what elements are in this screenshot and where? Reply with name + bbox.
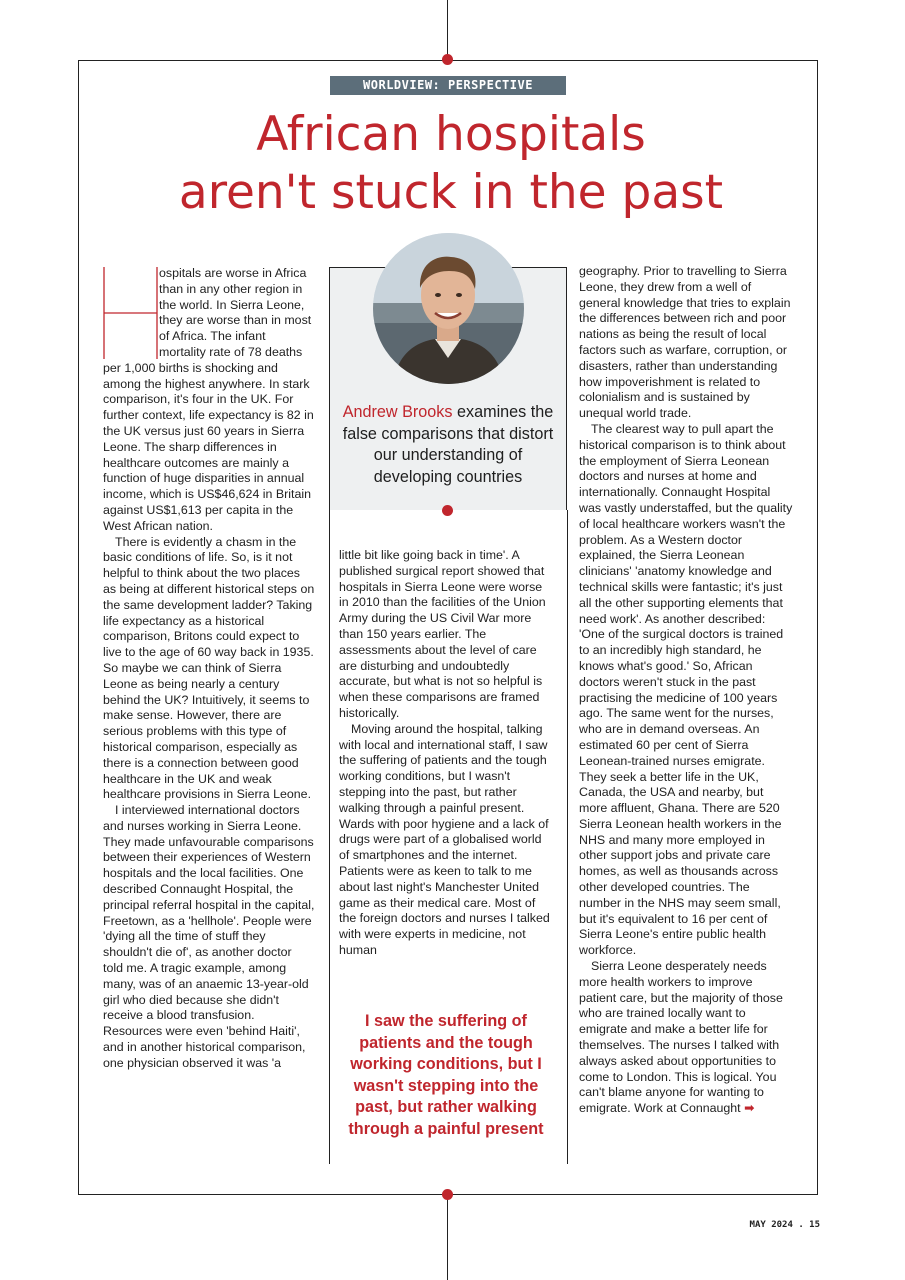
- top-center-line: [447, 0, 448, 60]
- headline-line-2: aren't stuck in the past: [178, 165, 724, 220]
- page-folio: MAY 2024 . 15: [749, 1220, 820, 1230]
- standfirst-text: examines the false comparisons that distort our understanding of developing countries: [342, 403, 554, 486]
- column-rule-left: [329, 510, 330, 1164]
- author-standfirst: [336, 402, 560, 488]
- column-3: [579, 264, 793, 1117]
- pull-quote: I saw the suffering of patients and the tough working conditions, but I wasn't stepping into the past, but rather walking through a painful present: [348, 1012, 544, 1138]
- dropcap: [103, 266, 159, 360]
- column-2: [339, 548, 551, 959]
- bottom-dot-ornament: [442, 1189, 453, 1200]
- paragraph: ospitals are worse in Africa than in any other region in the world. In Sierra Leone, they are worse than in most of Africa. The infant mortality rate of 78 deaths per 1,000 births is shocking and among the highest anywhere. In stark comparison, it's four in the UK. For further context, life expectancy is 82 in the UK versus just 60 years in Sierra Leone. The sharp differences in healthcare outcomes are mainly a function of huge disparities in annual income, which is US$46,624 in Britain against US$1,613 per capita in the West African nation.: [103, 266, 314, 533]
- top-dot-ornament: [442, 54, 453, 65]
- column-rule-right: [567, 510, 568, 1164]
- promo-dot-ornament: [442, 505, 453, 516]
- paragraph: The clearest way to pull apart the historical comparison is to think about the employment of Sierra Leonean doctors and nurses at home and internationally. Connaught Hospital was vastly understaffed, but the quality of local healthcare workers wasn't the problem. As a Western doctor explained, the Sierra Leonean clinicians' 'anatomy knowledge and technical skills were fantastic; it's just all the other supporting elements that need work'. As another described: 'One of the surgical doctors is trained to an incredibly high standard, he knows what's good.' So, African doctors weren't stuck in the past practising the medicine of 100 years ago. The same went for the nurses, who are in demand overseas. An estimated 60 per cent of Sierra Leonean-trained nurses emigrate. They seek a better life in the UK, Canada, the USA and nearby, but more affluent, Ghana. There are 520 Sierra Leonean health workers in the NHS and many more employed in other support jobs and private care homes, as well as thousands across other developed countries. The number in the NHS may seem small, but it's equivalent to 16 per cent of Sierra Leone's entire public health workforce.: [579, 421, 793, 958]
- paragraph: Moving around the hospital, talking with local and international staff, I saw the suffering of patients and the tough working conditions, but I wasn't stepping into the past, but rather walking through a painful present. Wards with poor hygiene and a lack of drugs were part of a globalised world of smartphones and the internet. Patients were as keen to talk to me about last night's Manchester United game as their medical care. Most of the foreign doctors and nurses I talked with were experts in medicine, not human: [339, 721, 550, 957]
- bottom-center-line: [447, 1195, 448, 1280]
- author-photo: [373, 233, 524, 384]
- paragraph: I interviewed international doctors and nurses working in Sierra Leone. They made unfavourable comparisons between their experiences of Western hospitals and the local facilities. One described Connaught Hospital, the principal referral hospital in the capital, Freetown, as a 'hellhole'. People were 'dying all the time of stuff they shouldn't die of', as another doctor told me. A tragic example, among many, was of an anaemic 13-year-old girl who died because she didn't receive a blood transfusion. Resources were even 'behind Haiti', and in another historical comparison, one physician observed it was 'a: [103, 803, 315, 1070]
- paragraph: little bit like going back in time'. A published surgical report showed that hospitals in Sierra Leone were worse in 2010 than the facilities of the Union Army during the US Civil War more than 150 years earlier. The assessments about the level of care are disturbing and undoubtedly accurate, but what is not so helpful is when these comparisons are framed historically.: [339, 548, 546, 720]
- headline-line-1: African hospitals: [256, 107, 646, 162]
- headline: [90, 106, 812, 222]
- paragraph-text: Sierra Leone desperately needs more health workers to improve patient care, but the majority of those who are trained locally want to emigrate and make a better life for themselves. The nurses I talked with always asked about opportunities to come to London. This is logical. You can't blame anyone for wanting to emigrate. Work at Connaught: [579, 959, 783, 1116]
- dropcap-letter-h: [103, 266, 159, 360]
- author-name: Andrew Brooks: [342, 403, 453, 421]
- section-kicker: WORLDVIEW: PERSPECTIVE: [330, 76, 566, 95]
- paragraph: geography. Prior to travelling to Sierra Leone, they drew from a well of general knowledge that tries to explain the differences between rich and poor nations as being the result of local factors such as warfare, corruption, or disasters, rather than understanding how impoverishment is related to colonialism and is sustained by unequal world trade.: [579, 264, 791, 421]
- paragraph: [579, 959, 793, 1117]
- paragraph: There is evidently a chasm in the basic conditions of life. So, is it not helpful to think about the two places as being at different historical steps on the same development ladder? Taking life expectancy as a historical comparison, Britons could expect to live to the age of 60 way back in 1935. So maybe we can think of Sierra Leone as being nearly a century behind the UK? Intuitively, it seems to make sense. However, there are serious problems with this type of historical comparison, especially as there is a connection between good healthcare in the UK and weak healthcare provisions in Sierra Leone.: [103, 534, 315, 802]
- column-1: [103, 266, 315, 1072]
- right-arrow-icon: ➡: [744, 1101, 755, 1116]
